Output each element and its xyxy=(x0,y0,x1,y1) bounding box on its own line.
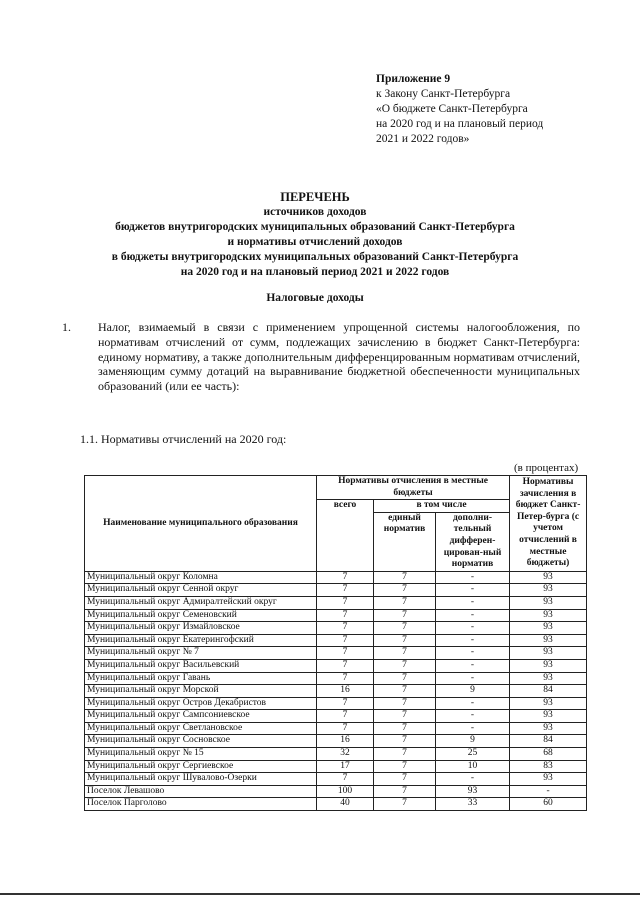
cell-total: 7 xyxy=(317,647,374,660)
cell-total: 16 xyxy=(317,685,374,698)
cell-total: 7 xyxy=(317,659,374,672)
table-row xyxy=(85,760,587,773)
cell-spb-norm: 93 xyxy=(510,634,587,647)
header-local-budgets: Нормативы отчисления в местные бюджеты xyxy=(317,476,510,500)
cell-single-norm: 7 xyxy=(374,735,436,748)
cell-spb-norm: 93 xyxy=(510,672,587,685)
cell-total: 7 xyxy=(317,697,374,710)
table-row xyxy=(85,722,587,735)
cell-spb-norm: 93 xyxy=(510,609,587,622)
cell-spb-norm: 93 xyxy=(510,697,587,710)
cell-name: Муниципальный округ Сергиевское xyxy=(85,760,317,773)
cell-name: Муниципальный округ Васильевский xyxy=(85,659,317,672)
header-single-norm: единый норматив xyxy=(374,512,436,571)
appendix-line: «О бюджете Санкт-Петербурга xyxy=(376,103,528,115)
cell-single-norm: 7 xyxy=(374,596,436,609)
norms-table xyxy=(84,475,587,811)
cell-single-norm: 7 xyxy=(374,609,436,622)
cell-spb-norm: 84 xyxy=(510,735,587,748)
cell-additional-norm: - xyxy=(436,722,510,735)
cell-total: 7 xyxy=(317,710,374,723)
heading-line: бюджетов внутригородских муниципальных образований Санкт-Петербурга xyxy=(115,221,515,233)
list-item-number: 1. xyxy=(62,320,71,334)
cell-single-norm: 7 xyxy=(374,584,436,597)
units-note: (в процентах) xyxy=(514,462,579,474)
cell-spb-norm: 93 xyxy=(510,710,587,723)
cell-name: Муниципальный округ № 7 xyxy=(85,647,317,660)
table-row xyxy=(85,634,587,647)
cell-single-norm: 7 xyxy=(374,659,436,672)
cell-name: Муниципальный округ Екатерингофский xyxy=(85,634,317,647)
cell-additional-norm: 9 xyxy=(436,685,510,698)
cell-name: Муниципальный округ Адмиралтейский округ xyxy=(85,596,317,609)
table-row xyxy=(85,685,587,698)
cell-name: Муниципальный округ Остров Декабристов xyxy=(85,697,317,710)
table-row xyxy=(85,773,587,786)
cell-additional-norm: - xyxy=(436,596,510,609)
table-row xyxy=(85,622,587,635)
cell-single-norm: 7 xyxy=(374,798,436,811)
cell-total: 7 xyxy=(317,672,374,685)
cell-additional-norm: 25 xyxy=(436,748,510,761)
heading-line: на 2020 год и на плановый период 2021 и 2022 годов xyxy=(180,266,450,278)
cell-name: Муниципальный округ Семеновский xyxy=(85,609,317,622)
cell-additional-norm: 9 xyxy=(436,735,510,748)
cell-total: 16 xyxy=(317,735,374,748)
cell-spb-norm: 93 xyxy=(510,622,587,635)
cell-total: 7 xyxy=(317,773,374,786)
cell-additional-norm: - xyxy=(436,584,510,597)
cell-spb-norm: 93 xyxy=(510,773,587,786)
table-row xyxy=(85,785,587,798)
list-item-1 xyxy=(62,320,580,394)
cell-single-norm: 7 xyxy=(374,748,436,761)
table-row xyxy=(85,609,587,622)
cell-single-norm: 7 xyxy=(374,773,436,786)
cell-total: 7 xyxy=(317,622,374,635)
table-row xyxy=(85,735,587,748)
cell-additional-norm: - xyxy=(436,773,510,786)
cell-total: 7 xyxy=(317,596,374,609)
document-heading xyxy=(60,190,570,280)
cell-name: Муниципальный округ № 15 xyxy=(85,748,317,761)
heading-title: ПЕРЕЧЕНЬ xyxy=(280,190,350,204)
cell-total: 7 xyxy=(317,571,374,584)
appendix-line: на 2020 год и на плановый период xyxy=(376,118,544,130)
cell-total: 100 xyxy=(317,785,374,798)
table-row xyxy=(85,748,587,761)
cell-additional-norm: 33 xyxy=(436,798,510,811)
heading-line: и нормативы отчислений доходов xyxy=(227,236,403,248)
cell-additional-norm: - xyxy=(436,609,510,622)
cell-spb-norm: 93 xyxy=(510,596,587,609)
header-additional-norm: дополни-тельный дифферен-цирован-ный норматив xyxy=(436,512,510,571)
cell-spb-norm: 68 xyxy=(510,748,587,761)
section-title: Налоговые доходы xyxy=(266,292,364,304)
table-row xyxy=(85,647,587,660)
cell-single-norm: 7 xyxy=(374,685,436,698)
cell-additional-norm: - xyxy=(436,571,510,584)
cell-single-norm: 7 xyxy=(374,760,436,773)
cell-name: Муниципальный округ Гавань xyxy=(85,672,317,685)
cell-spb-norm: 83 xyxy=(510,760,587,773)
table-row xyxy=(85,710,587,723)
cell-additional-norm: - xyxy=(436,659,510,672)
cell-additional-norm: - xyxy=(436,710,510,723)
cell-spb-norm: 93 xyxy=(510,722,587,735)
header-including: в том числе xyxy=(374,500,510,513)
heading-line: источников доходов xyxy=(263,206,367,218)
header-spb-budget: Нормативы зачисления в бюджет Санкт-Петер-бурга (с учетом отчислений в местные бюджеты) xyxy=(510,476,587,572)
cell-single-norm: 7 xyxy=(374,697,436,710)
cell-additional-norm: - xyxy=(436,672,510,685)
cell-spb-norm: 93 xyxy=(510,659,587,672)
subitem-heading: 1.1. Нормативы отчислений на 2020 год: xyxy=(80,432,287,446)
table-row xyxy=(85,697,587,710)
cell-total: 40 xyxy=(317,798,374,811)
cell-name: Поселок Левашово xyxy=(85,785,317,798)
cell-name: Муниципальный округ Сосновское xyxy=(85,735,317,748)
cell-additional-norm: - xyxy=(436,697,510,710)
cell-single-norm: 7 xyxy=(374,672,436,685)
cell-additional-norm: - xyxy=(436,634,510,647)
appendix-block xyxy=(376,72,543,147)
table-row xyxy=(85,571,587,584)
table-body xyxy=(85,571,587,810)
cell-spb-norm: - xyxy=(510,785,587,798)
cell-total: 7 xyxy=(317,609,374,622)
cell-name: Муниципальный округ Светлановское xyxy=(85,722,317,735)
cell-name: Поселок Парголово xyxy=(85,798,317,811)
cell-spb-norm: 84 xyxy=(510,685,587,698)
cell-name: Муниципальный округ Коломна xyxy=(85,571,317,584)
cell-name: Муниципальный округ Сенной округ xyxy=(85,584,317,597)
cell-additional-norm: 10 xyxy=(436,760,510,773)
cell-spb-norm: 93 xyxy=(510,647,587,660)
cell-single-norm: 7 xyxy=(374,710,436,723)
page-bottom-rule xyxy=(0,893,640,895)
cell-spb-norm: 93 xyxy=(510,571,587,584)
cell-name: Муниципальный округ Измайловское xyxy=(85,622,317,635)
cell-single-norm: 7 xyxy=(374,571,436,584)
cell-total: 7 xyxy=(317,584,374,597)
cell-spb-norm: 60 xyxy=(510,798,587,811)
header-name: Наименование муниципального образования xyxy=(85,476,317,572)
table-row xyxy=(85,596,587,609)
cell-total: 17 xyxy=(317,760,374,773)
appendix-title: Приложение 9 xyxy=(376,73,451,85)
cell-total: 7 xyxy=(317,722,374,735)
cell-single-norm: 7 xyxy=(374,647,436,660)
cell-total: 32 xyxy=(317,748,374,761)
cell-additional-norm: 93 xyxy=(436,785,510,798)
table-row xyxy=(85,584,587,597)
cell-spb-norm: 93 xyxy=(510,584,587,597)
appendix-line: к Закону Санкт-Петербурга xyxy=(376,88,511,100)
cell-single-norm: 7 xyxy=(374,622,436,635)
list-item-text: Налог, взимаемый в связи с применением упрощенной системы налогообложения, по нормативам отчислений от сумм, подлежащих зачислению в бюджет Санкт-Петербурга: единому нормативу, а также дополнительным дифференцированным нормативам отчислений, заменяющим сумму дотаций на выравнивание бюджетной обеспеченности муниципальных образований (или ее часть): xyxy=(98,320,580,394)
cell-name: Муниципальный округ Сампсониевское xyxy=(85,710,317,723)
table-row xyxy=(85,659,587,672)
cell-single-norm: 7 xyxy=(374,722,436,735)
cell-single-norm: 7 xyxy=(374,634,436,647)
cell-name: Муниципальный округ Шувалово-Озерки xyxy=(85,773,317,786)
cell-single-norm: 7 xyxy=(374,785,436,798)
cell-additional-norm: - xyxy=(436,647,510,660)
appendix-line: 2021 и 2022 годов» xyxy=(376,133,470,145)
heading-line: в бюджеты внутригородских муниципальных образований Санкт-Петербурга xyxy=(111,251,519,263)
table-row xyxy=(85,798,587,811)
cell-additional-norm: - xyxy=(436,622,510,635)
table-row xyxy=(85,672,587,685)
cell-name: Муниципальный округ Морской xyxy=(85,685,317,698)
header-total: всего xyxy=(317,500,374,572)
cell-total: 7 xyxy=(317,634,374,647)
